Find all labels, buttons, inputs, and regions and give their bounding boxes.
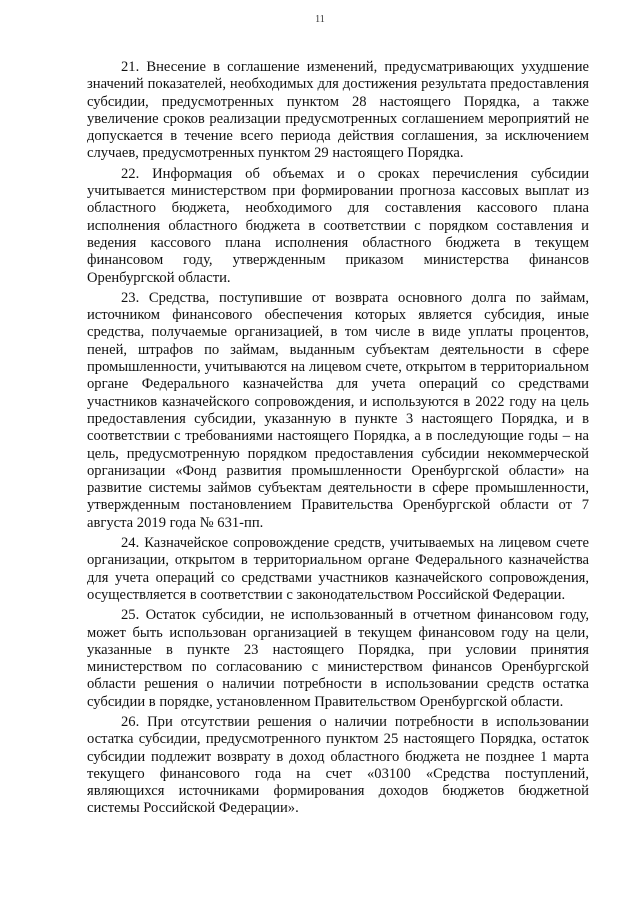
page-number: 11 <box>315 14 325 25</box>
paragraph-23: 23. Средства, поступившие от возврата основного долга по займам, источником финансового обеспечения которых является субсидия, иные средства, получаемые организацией, в том числе в виде уплаты процентов, пеней, штрафов по займам, выданным субъектам деятельности в сфере промышленности, учитываются на лицевом счете, открытом в территориальном органе Федерального казначейства для учета операций со средствами участников казначейского сопровождения, и используются в 2022 году на цель предоставления субсидии, указанную в пункте 3 настоящего Порядка, и в соответствии с требованиями настоящего Порядка, а в последующие годы – на цель, предусмотренную порядком предоставления субсидии некоммерческой организации «Фонд развития промышленности Оренбургской области» на развитие системы займов субъектам деятельности в сфере промышленности, утвержденным постановлением Правительства Оренбургской области от 7 августа 2019 года № 631-пп. <box>87 289 589 531</box>
document-body <box>87 59 589 818</box>
paragraph-24: 24. Казначейское сопровождение средств, учитываемых на лицевом счете организации, открытом в территориальном органе Федерального казначейства для учета операций со средствами участников казначейского сопровождения, осуществляется в соответствии с законодательством Российской Федерации. <box>87 535 589 603</box>
paragraph-22: 22. Информация об объемах и о сроках перечисления субсидии учитывается министерством при формировании прогноза кассовых выплат из областного бюджета, необходимого для составления кассового плана исполнения областного бюджета в соответствии с порядком составления и ведения кассового плана исполнения областного бюджета в текущем финансовом году, утвержденным приказом министерства финансов Оренбургской области. <box>87 165 589 286</box>
paragraph-21: 21. Внесение в соглашение изменений, предусматривающих ухудшение значений показателей, необходимых для достижения результата предоставления субсидии, предусмотренных пунктом 28 настоящего Порядка, а также увеличение сроков реализации предусмотренных соглашением мероприятий не допускается в течение всего периода действия соглашения, за исключением случаев, предусмотренных пунктом 29 настоящего Порядка. <box>87 59 589 162</box>
paragraph-25: 25. Остаток субсидии, не использованный в отчетном финансовом году, может быть использован организацией в текущем финансовом году на цели, указанные в пункте 23 настоящего Порядка, при условии принятия министерством по согласованию с министерством финансов Оренбургской области решения о наличии потребности в использовании средств остатка субсидии в порядке, установленном Правительством Оренбургской области. <box>87 607 589 710</box>
paragraph-26: 26. При отсутствии решения о наличии потребности в использовании остатка субсидии, предусмотренного пунктом 25 настоящего Порядка, остаток субсидии подлежит возврату в доход областного бюджета не позднее 1 марта текущего финансового года на счет «03100 «Средства поступлений, являющихся источниками формирования доходов бюджетов бюджетной системы Российской Федерации». <box>87 713 589 817</box>
